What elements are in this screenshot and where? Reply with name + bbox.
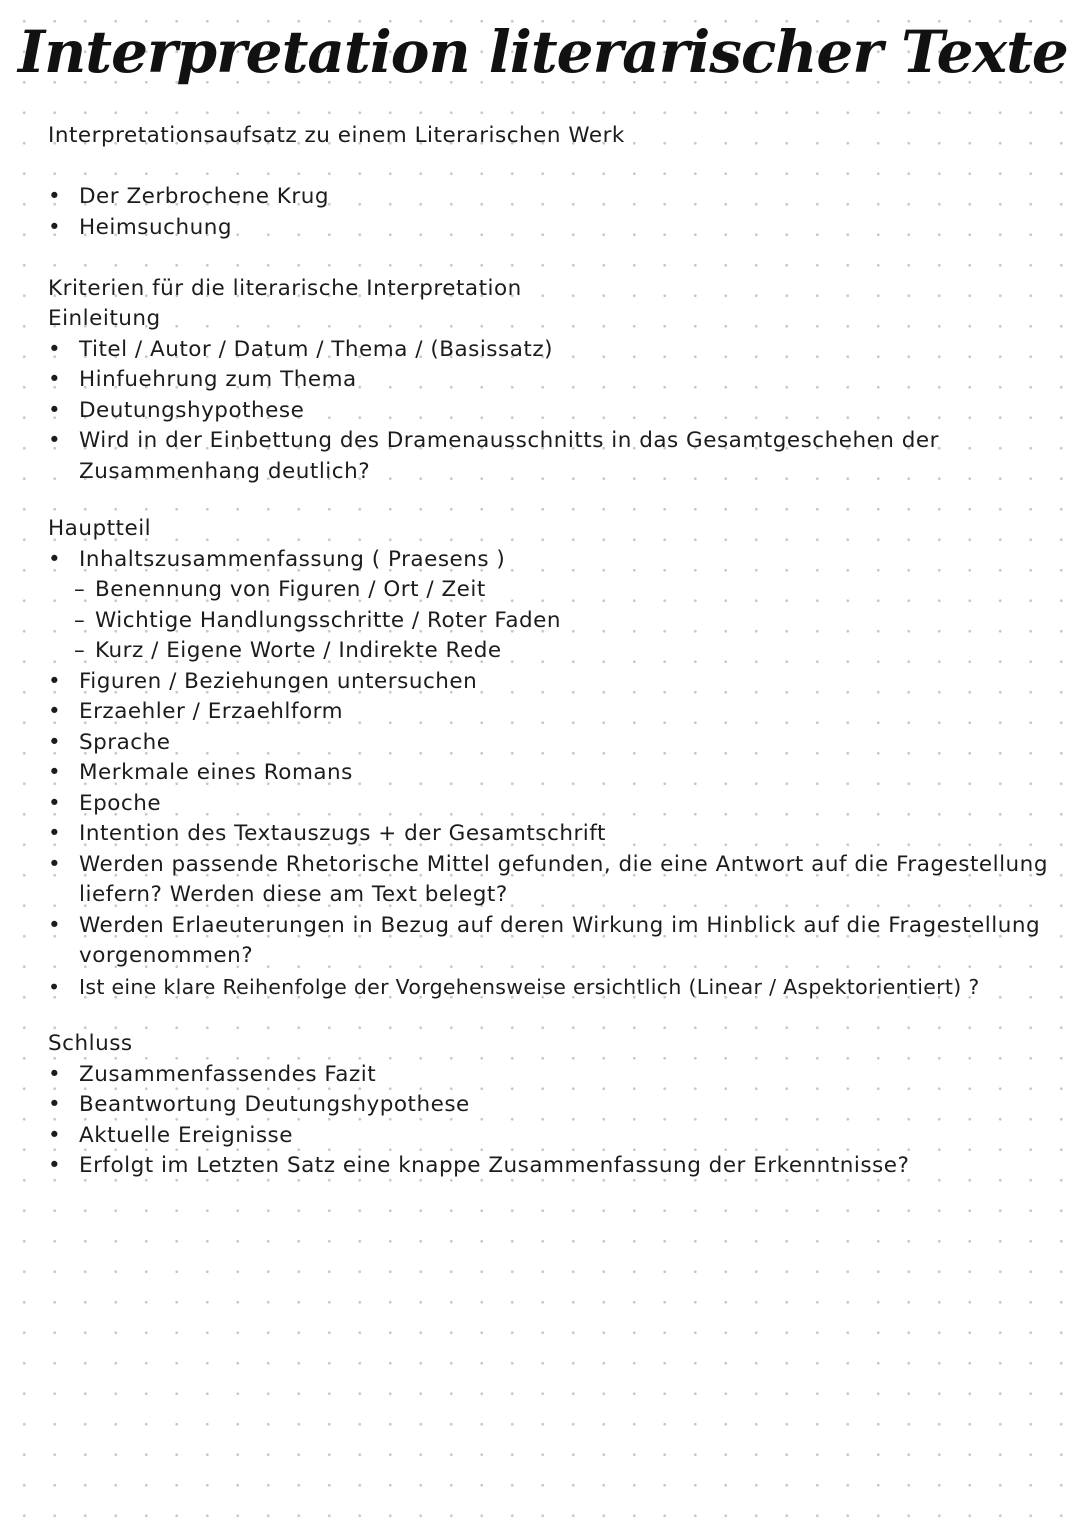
einleitung-item: • Wird in der Einbettung des Dramenausschnitts in das Gesamtgeschehen der Zusammenhang deutlich?: [48, 426, 959, 487]
hauptteil-item: • Ist eine klare Reihenfolge der Vorgehensweise ersichtlich (Linear / Aspektorientiert) ?: [48, 972, 1073, 1003]
hauptteil-item: • Erzaehler / Erzaehlform: [48, 697, 1073, 728]
hauptteil-summary-item: [48, 545, 1073, 576]
schluss-item: • Erfolgt im Letzten Satz eine knappe Zusammenfassung der Erkenntnisse?: [48, 1151, 1073, 1182]
works-list: [48, 182, 1073, 243]
hauptteil-heading: Hauptteil: [48, 516, 152, 541]
schluss-item: • Aktuelle Ereignisse: [48, 1121, 1073, 1152]
schluss-list: [48, 1060, 1073, 1182]
work-item: • Heimsuchung: [48, 213, 1073, 244]
summary-subitem: – Benennung von Figuren / Ort / Zeit: [48, 575, 1073, 606]
schluss-item: • Beantwortung Deutungshypothese: [48, 1090, 1073, 1121]
einleitung-heading: Einleitung: [48, 306, 161, 331]
notes-content: [48, 121, 1073, 1182]
einleitung-item: • Hinfuehrung zum Thema: [48, 365, 1073, 396]
einleitung-list: [48, 335, 1073, 488]
hauptteil-item: • Intention des Textauszugs + der Gesamtschrift: [48, 819, 1073, 850]
schluss-item: • Zusammenfassendes Fazit: [48, 1060, 1073, 1091]
hauptteil-item: • Werden passende Rhetorische Mittel gefunden, die eine Antwort auf die Fragestellung liefern? Werden diese am Text belegt?: [48, 850, 1073, 911]
summary-subitem: – Kurz / Eigene Worte / Indirekte Rede: [48, 636, 1073, 667]
spacer: [48, 152, 1073, 183]
hauptteil-item: • Merkmale eines Romans: [48, 758, 1073, 789]
hauptteil-item: • Sprache: [48, 728, 1073, 759]
hauptteil-item: • Werden Erlaeuterungen in Bezug auf deren Wirkung im Hinblick auf die Fragestellung vorgenommen?: [48, 911, 1073, 972]
work-item: • Der Zerbrochene Krug: [48, 182, 1073, 213]
einleitung-item: • Titel / Autor / Datum / Thema / (Basissatz): [48, 335, 1073, 366]
spacer: [48, 487, 1073, 514]
spacer: [48, 1002, 1073, 1029]
einleitung-item: • Deutungshypothese: [48, 396, 1073, 427]
spacer: [48, 243, 1073, 274]
hauptteil-list-cont: [48, 667, 1073, 1003]
intro-heading: Interpretationsaufsatz zu einem Literarischen Werk: [48, 123, 625, 148]
criteria-heading: Kriterien für die literarische Interpretation: [48, 275, 522, 301]
page-title: Interpretation literarischer Texte: [18, 18, 1068, 86]
summary-subitem: – Wichtige Handlungsschritte / Roter Faden: [48, 606, 1073, 637]
summary-sublist: [48, 575, 1073, 667]
hauptteil-summary-label: Inhaltszusammenfassung ( Praesens ): [79, 546, 506, 572]
schluss-heading: Schluss: [48, 1031, 133, 1056]
hauptteil-item: • Epoche: [48, 789, 1073, 820]
hauptteil-list: [48, 545, 1073, 576]
hauptteil-item: • Figuren / Beziehungen untersuchen: [48, 667, 1073, 698]
